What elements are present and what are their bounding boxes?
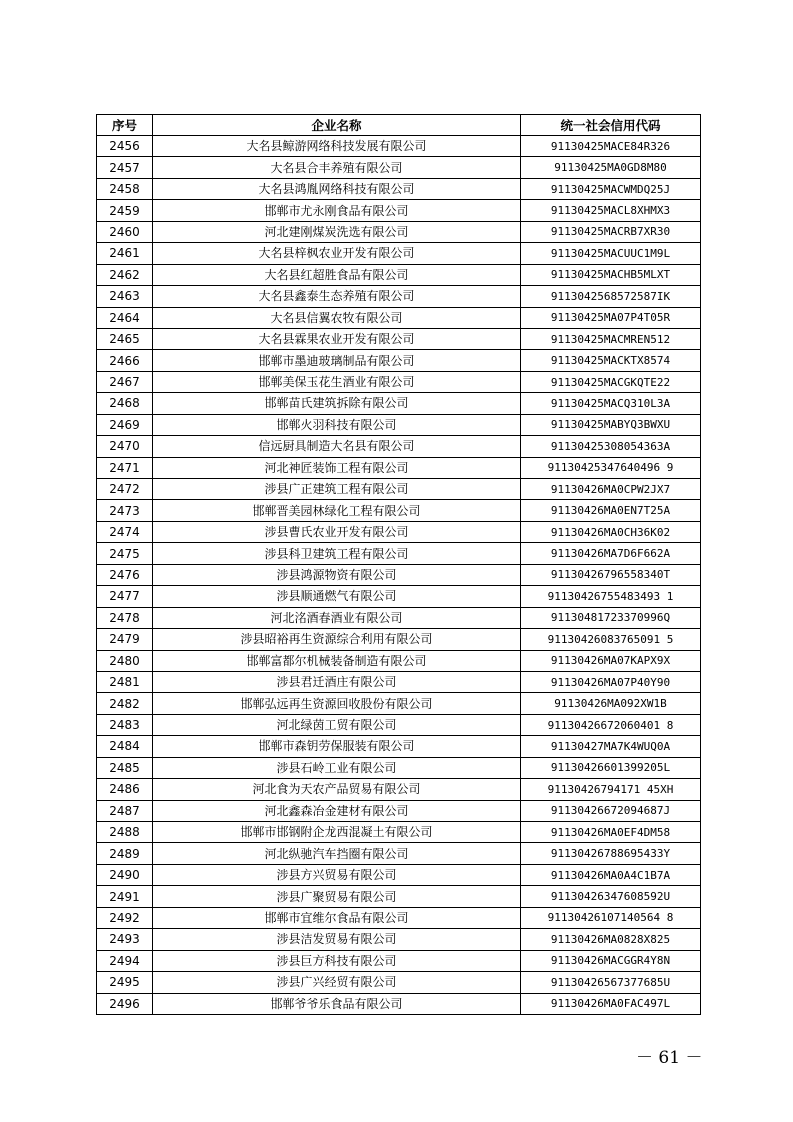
table-row: [97, 157, 701, 178]
row-company-name: 大名县梓枫农业开发有限公司: [153, 243, 521, 264]
row-company-name: 河北鑫森冶金建材有限公司: [153, 800, 521, 821]
row-index: 2470: [97, 436, 153, 457]
row-credit-code: 91130425MACE84R326: [521, 136, 701, 157]
row-index: 2472: [97, 479, 153, 500]
row-credit-code: 91130426796558340T: [521, 564, 701, 585]
table-row: [97, 993, 701, 1014]
row-index: 2482: [97, 693, 153, 714]
row-index: 2464: [97, 307, 153, 328]
row-company-name: 河北食为天农产品贸易有限公司: [153, 779, 521, 800]
row-index: 2456: [97, 136, 153, 157]
row-company-name: 大名县合丰养殖有限公司: [153, 157, 521, 178]
table-row: [97, 693, 701, 714]
table-row: [97, 714, 701, 735]
row-index: 2467: [97, 371, 153, 392]
table-row: [97, 907, 701, 928]
row-company-name: 河北神匠装饰工程有限公司: [153, 457, 521, 478]
row-company-name: 邯郸火羽科技有限公司: [153, 414, 521, 435]
row-index: 2484: [97, 736, 153, 757]
enterprise-table: [96, 114, 701, 1015]
table-row: [97, 929, 701, 950]
row-credit-code: 91130425MACMREN512: [521, 328, 701, 349]
row-index: 2495: [97, 972, 153, 993]
table-row: [97, 629, 701, 650]
page-number: － 61 －: [636, 1048, 703, 1068]
table-row: [97, 822, 701, 843]
row-credit-code: 91130425MACQ310L3A: [521, 393, 701, 414]
row-credit-code: 91130426MA0A4C1B7A: [521, 864, 701, 885]
table-row: [97, 671, 701, 692]
row-credit-code: 91130426MA0CPW2JX7: [521, 479, 701, 500]
row-company-name: 邯郸苗氏建筑拆除有限公司: [153, 393, 521, 414]
row-company-name: 大名县红超胜食品有限公司: [153, 264, 521, 285]
row-index: 2473: [97, 500, 153, 521]
table-header-row: [97, 115, 701, 136]
row-credit-code: 91130426788695433Y: [521, 843, 701, 864]
row-credit-code: 91130426MA07P40Y90: [521, 671, 701, 692]
row-index: 2479: [97, 629, 153, 650]
table-row: [97, 864, 701, 885]
row-credit-code: 91130481723370996Q: [521, 607, 701, 628]
row-credit-code: 91130426755483493 1: [521, 586, 701, 607]
row-company-name: 邯郸富都尔机械装备制造有限公司: [153, 650, 521, 671]
row-credit-code: 91130425MACRB7XR30: [521, 221, 701, 242]
row-company-name: 大名县信翼农牧有限公司: [153, 307, 521, 328]
row-index: 2488: [97, 822, 153, 843]
row-index: 2466: [97, 350, 153, 371]
row-credit-code: 91130426MA7D6F662A: [521, 543, 701, 564]
table-row: [97, 178, 701, 199]
row-credit-code: 91130426MA0828X825: [521, 929, 701, 950]
row-credit-code: 91130425347640496 9: [521, 457, 701, 478]
row-index: 2477: [97, 586, 153, 607]
row-credit-code: 91130426MA092XW1B: [521, 693, 701, 714]
row-credit-code: 91130425MACWMDQ25J: [521, 178, 701, 199]
row-company-name: 邯郸爷爷乐食品有限公司: [153, 993, 521, 1014]
row-index: 2469: [97, 414, 153, 435]
row-index: 2489: [97, 843, 153, 864]
table-row: [97, 479, 701, 500]
table-row: [97, 264, 701, 285]
header-company-name: 企业名称: [153, 115, 521, 136]
table-row: [97, 436, 701, 457]
table-row: [97, 543, 701, 564]
row-index: 2460: [97, 221, 153, 242]
row-company-name: 涉县巨方科技有限公司: [153, 950, 521, 971]
row-credit-code: 91130426347608592U: [521, 886, 701, 907]
row-credit-code: 91130425308054363A: [521, 436, 701, 457]
row-index: 2490: [97, 864, 153, 885]
header-credit-code: 统一社会信用代码: [521, 115, 701, 136]
row-credit-code: 91130426MA0FAC497L: [521, 993, 701, 1014]
row-index: 2468: [97, 393, 153, 414]
row-company-name: 涉县君迁酒庄有限公司: [153, 671, 521, 692]
row-index: 2476: [97, 564, 153, 585]
row-index: 2480: [97, 650, 153, 671]
row-index: 2461: [97, 243, 153, 264]
row-index: 2465: [97, 328, 153, 349]
row-company-name: 大名县鑫泰生态养殖有限公司: [153, 286, 521, 307]
row-index: 2491: [97, 886, 153, 907]
row-index: 2494: [97, 950, 153, 971]
table-row: [97, 972, 701, 993]
row-company-name: 涉县鸿源物资有限公司: [153, 564, 521, 585]
row-credit-code: 91130426107140564 8: [521, 907, 701, 928]
table-row: [97, 886, 701, 907]
row-company-name: 涉县广聚贸易有限公司: [153, 886, 521, 907]
table-row: [97, 414, 701, 435]
table-row: [97, 221, 701, 242]
row-company-name: 邯郸市森钥劳保服装有限公司: [153, 736, 521, 757]
row-company-name: 涉县昭裕再生资源综合利用有限公司: [153, 629, 521, 650]
table-row: [97, 371, 701, 392]
row-credit-code: 91130425MACKTX8574: [521, 350, 701, 371]
table-body: [97, 136, 701, 1015]
row-credit-code: 91130425MA07P4T05R: [521, 307, 701, 328]
row-index: 2492: [97, 907, 153, 928]
row-company-name: 河北绿茵工贸有限公司: [153, 714, 521, 735]
row-index: 2459: [97, 200, 153, 221]
row-index: 2457: [97, 157, 153, 178]
row-credit-code: 91130426672060401 8: [521, 714, 701, 735]
row-company-name: 邯郸市墨迪玻璃制品有限公司: [153, 350, 521, 371]
row-index: 2487: [97, 800, 153, 821]
table-row: [97, 607, 701, 628]
row-company-name: 涉县顺通燃气有限公司: [153, 586, 521, 607]
row-index: 2485: [97, 757, 153, 778]
row-credit-code: 91130425MACHB5MLXT: [521, 264, 701, 285]
row-index: 2486: [97, 779, 153, 800]
row-company-name: 邯郸市邯钢附企龙西混凝土有限公司: [153, 822, 521, 843]
table-row: [97, 843, 701, 864]
table-row: [97, 650, 701, 671]
row-index: 2493: [97, 929, 153, 950]
table-row: [97, 393, 701, 414]
table-row: [97, 586, 701, 607]
table-row: [97, 736, 701, 757]
row-credit-code: 91130425MACGKQTE22: [521, 371, 701, 392]
row-company-name: 大名县鸿胤网络科技有限公司: [153, 178, 521, 199]
table-row: [97, 950, 701, 971]
row-credit-code: 91130426MA07KAPX9X: [521, 650, 701, 671]
row-index: 2481: [97, 671, 153, 692]
row-company-name: 涉县广兴经贸有限公司: [153, 972, 521, 993]
header-index: 序号: [97, 115, 153, 136]
row-credit-code: 91130426MA0EN7T25A: [521, 500, 701, 521]
table-row: [97, 500, 701, 521]
row-credit-code: 91130425MACUUC1M9L: [521, 243, 701, 264]
row-company-name: 邯郸晋美园林绿化工程有限公司: [153, 500, 521, 521]
row-company-name: 邯郸美保玉花生酒业有限公司: [153, 371, 521, 392]
row-credit-code: 91130426MA0CH36K02: [521, 521, 701, 542]
row-company-name: 涉县广正建筑工程有限公司: [153, 479, 521, 500]
table-row: [97, 521, 701, 542]
row-credit-code: 91130426794171 45XH: [521, 779, 701, 800]
row-company-name: 涉县洁发贸易有限公司: [153, 929, 521, 950]
table-row: [97, 779, 701, 800]
row-credit-code: 91130425MABYQ3BWXU: [521, 414, 701, 435]
row-credit-code: 9113042568572587IK: [521, 286, 701, 307]
table-row: [97, 307, 701, 328]
row-company-name: 大名县鲸游网络科技发展有限公司: [153, 136, 521, 157]
row-company-name: 河北建刚煤炭洗选有限公司: [153, 221, 521, 242]
row-company-name: 涉县曹氏农业开发有限公司: [153, 521, 521, 542]
row-company-name: 邯郸市尤永刚食品有限公司: [153, 200, 521, 221]
row-company-name: 邯郸弘远再生资源回收股份有限公司: [153, 693, 521, 714]
row-index: 2463: [97, 286, 153, 307]
table-row: [97, 457, 701, 478]
row-company-name: 河北纵驰汽车挡圈有限公司: [153, 843, 521, 864]
row-credit-code: 91130426601399205L: [521, 757, 701, 778]
table-row: [97, 350, 701, 371]
table-row: [97, 286, 701, 307]
row-credit-code: 91130425MACL8XHMX3: [521, 200, 701, 221]
row-company-name: 涉县科卫建筑工程有限公司: [153, 543, 521, 564]
row-index: 2478: [97, 607, 153, 628]
table-row: [97, 800, 701, 821]
row-index: 2474: [97, 521, 153, 542]
row-credit-code: 91130426567377685U: [521, 972, 701, 993]
row-company-name: 大名县霖果农业开发有限公司: [153, 328, 521, 349]
row-index: 2475: [97, 543, 153, 564]
row-company-name: 河北洺酒春酒业有限公司: [153, 607, 521, 628]
row-index: 2496: [97, 993, 153, 1014]
table-row: [97, 328, 701, 349]
row-credit-code: 91130426MA0EF4DM58: [521, 822, 701, 843]
row-index: 2462: [97, 264, 153, 285]
row-credit-code: 91130426MACGGR4Y8N: [521, 950, 701, 971]
table-row: [97, 136, 701, 157]
row-credit-code: 91130427MA7K4WUQ0A: [521, 736, 701, 757]
row-index: 2458: [97, 178, 153, 199]
table-row: [97, 757, 701, 778]
row-company-name: 涉县石岭工业有限公司: [153, 757, 521, 778]
table-row: [97, 243, 701, 264]
table-row: [97, 200, 701, 221]
row-credit-code: 91130425MA0GD8M80: [521, 157, 701, 178]
row-company-name: 邯郸市宜维尔食品有限公司: [153, 907, 521, 928]
row-index: 2471: [97, 457, 153, 478]
row-company-name: 信远厨具制造大名县有限公司: [153, 436, 521, 457]
row-credit-code: 91130426672094687J: [521, 800, 701, 821]
row-company-name: 涉县方兴贸易有限公司: [153, 864, 521, 885]
row-credit-code: 91130426083765091 5: [521, 629, 701, 650]
table-row: [97, 564, 701, 585]
row-index: 2483: [97, 714, 153, 735]
